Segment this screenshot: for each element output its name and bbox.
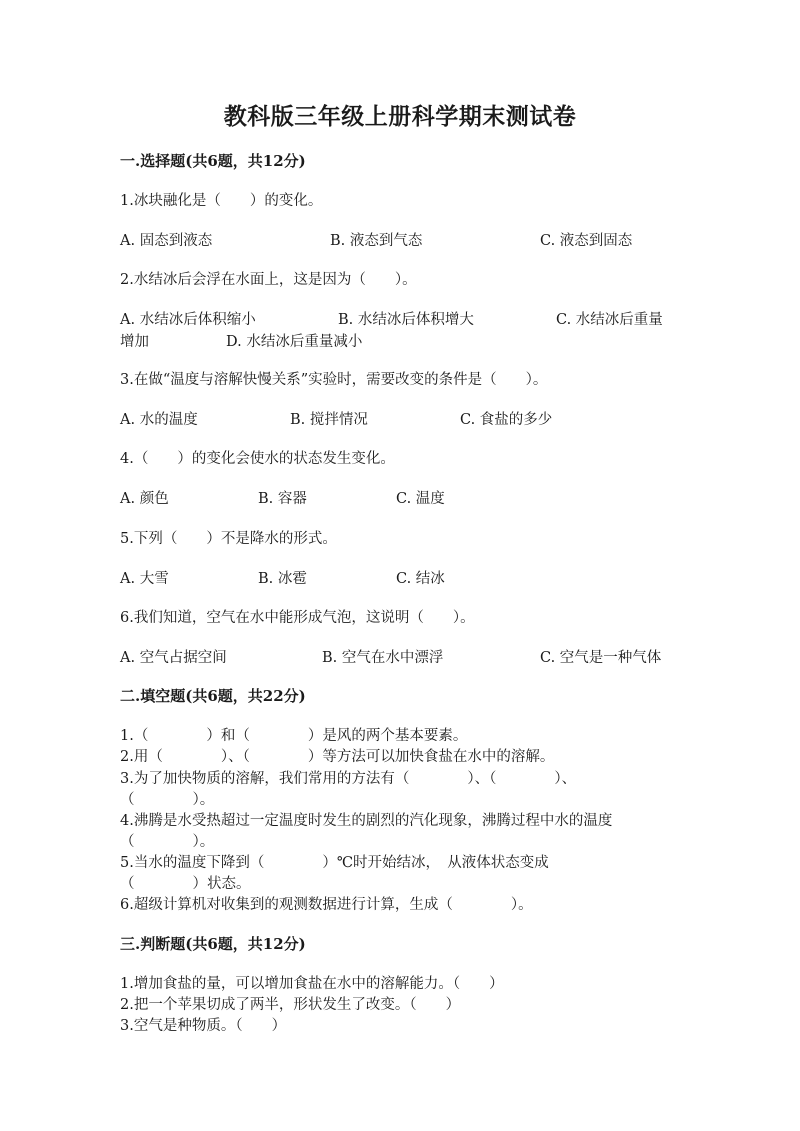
question-6-option-c: C. 空气是一种气体	[540, 650, 662, 666]
fill-line: 2.用（ ）、（ ）等方法可以加快食盐在水中的溶解。	[120, 749, 555, 765]
question-5-stem: 5.下列（ ）不是降水的形式。	[120, 531, 337, 547]
page-title: 教科版三年级上册科学期末测试卷	[223, 103, 577, 130]
fill-line: （ ）。	[120, 834, 215, 850]
question-3-option-a: A. 水的温度	[120, 412, 198, 428]
fill-line: 1.（ ）和（ ）是风的两个基本要素。	[120, 728, 468, 744]
fill-line: 4.沸腾是水受热超过一定温度时发生的剧烈的汽化现象，沸腾过程中水的温度	[120, 813, 613, 829]
question-2-stem: 2.水结冰后会浮在水面上，这是因为（ ）。	[120, 272, 417, 288]
question-6-stem: 6.我们知道，空气在水中能形成气泡，这说明（ ）。	[120, 610, 475, 626]
question-2-option-c: C. 水结冰后重量	[556, 312, 663, 328]
section-heading-choice: 一.选择题(共6题，共12分)	[120, 152, 306, 170]
question-1-option-b: B. 液态到气态	[330, 233, 423, 249]
fill-line: 3.为了加快物质的溶解，我们常用的方法有（ ）、（ ）、	[120, 771, 577, 787]
question-1-option-a: A. 固态到液态	[120, 233, 213, 249]
question-5-option-a: A. 大雪	[120, 571, 169, 587]
question-4-stem: 4.（ ）的变化会使水的状态发生变化。	[120, 451, 395, 467]
judge-line: 1.增加食盐的量，可以增加食盐在水中的溶解能力。（ ）	[120, 976, 504, 992]
judge-line: 2.把一个苹果切成了两半，形状发生了改变。（ ）	[120, 997, 461, 1013]
question-2-option-c-wrap: 增加	[120, 334, 149, 350]
question-6-option-b: B. 空气在水中漂浮	[322, 650, 444, 666]
section-heading-fill: 二.填空题(共6题，共22分)	[120, 687, 306, 705]
question-3-option-b: B. 搅拌情况	[290, 412, 368, 428]
section-heading-judge: 三.判断题(共6题，共12分)	[120, 935, 306, 953]
question-3-stem: 3.在做“温度与溶解快慢关系”实验时，需要改变的条件是（ ）。	[120, 372, 548, 388]
question-2-option-a: A. 水结冰后体积缩小	[120, 312, 256, 328]
fill-line: （ ）。	[120, 792, 215, 808]
question-1-stem: 1.冰块融化是（ ）的变化。	[120, 193, 323, 209]
question-2-option-b: B. 水结冰后体积增大	[338, 312, 474, 328]
question-5-option-c: C. 结冰	[396, 571, 445, 587]
fill-line: 5.当水的温度下降到（ ）℃时开始结冰， 从液体状态变成	[120, 855, 549, 871]
question-2-option-d: D. 水结冰后重量减小	[226, 334, 363, 350]
fill-line: 6.超级计算机对收集到的观测数据进行计算，生成（ ）。	[120, 897, 533, 913]
question-4-option-c: C. 温度	[396, 491, 445, 507]
question-5-option-b: B. 冰雹	[258, 571, 307, 587]
question-3-option-c: C. 食盐的多少	[460, 412, 553, 428]
fill-line: （ ）状态。	[120, 876, 251, 892]
question-4-option-a: A. 颜色	[120, 491, 169, 507]
question-4-option-b: B. 容器	[258, 491, 307, 507]
question-1-option-c: C. 液态到固态	[540, 233, 633, 249]
question-6-option-a: A. 空气占据空间	[120, 650, 227, 666]
judge-line: 3.空气是种物质。（ ）	[120, 1018, 287, 1034]
